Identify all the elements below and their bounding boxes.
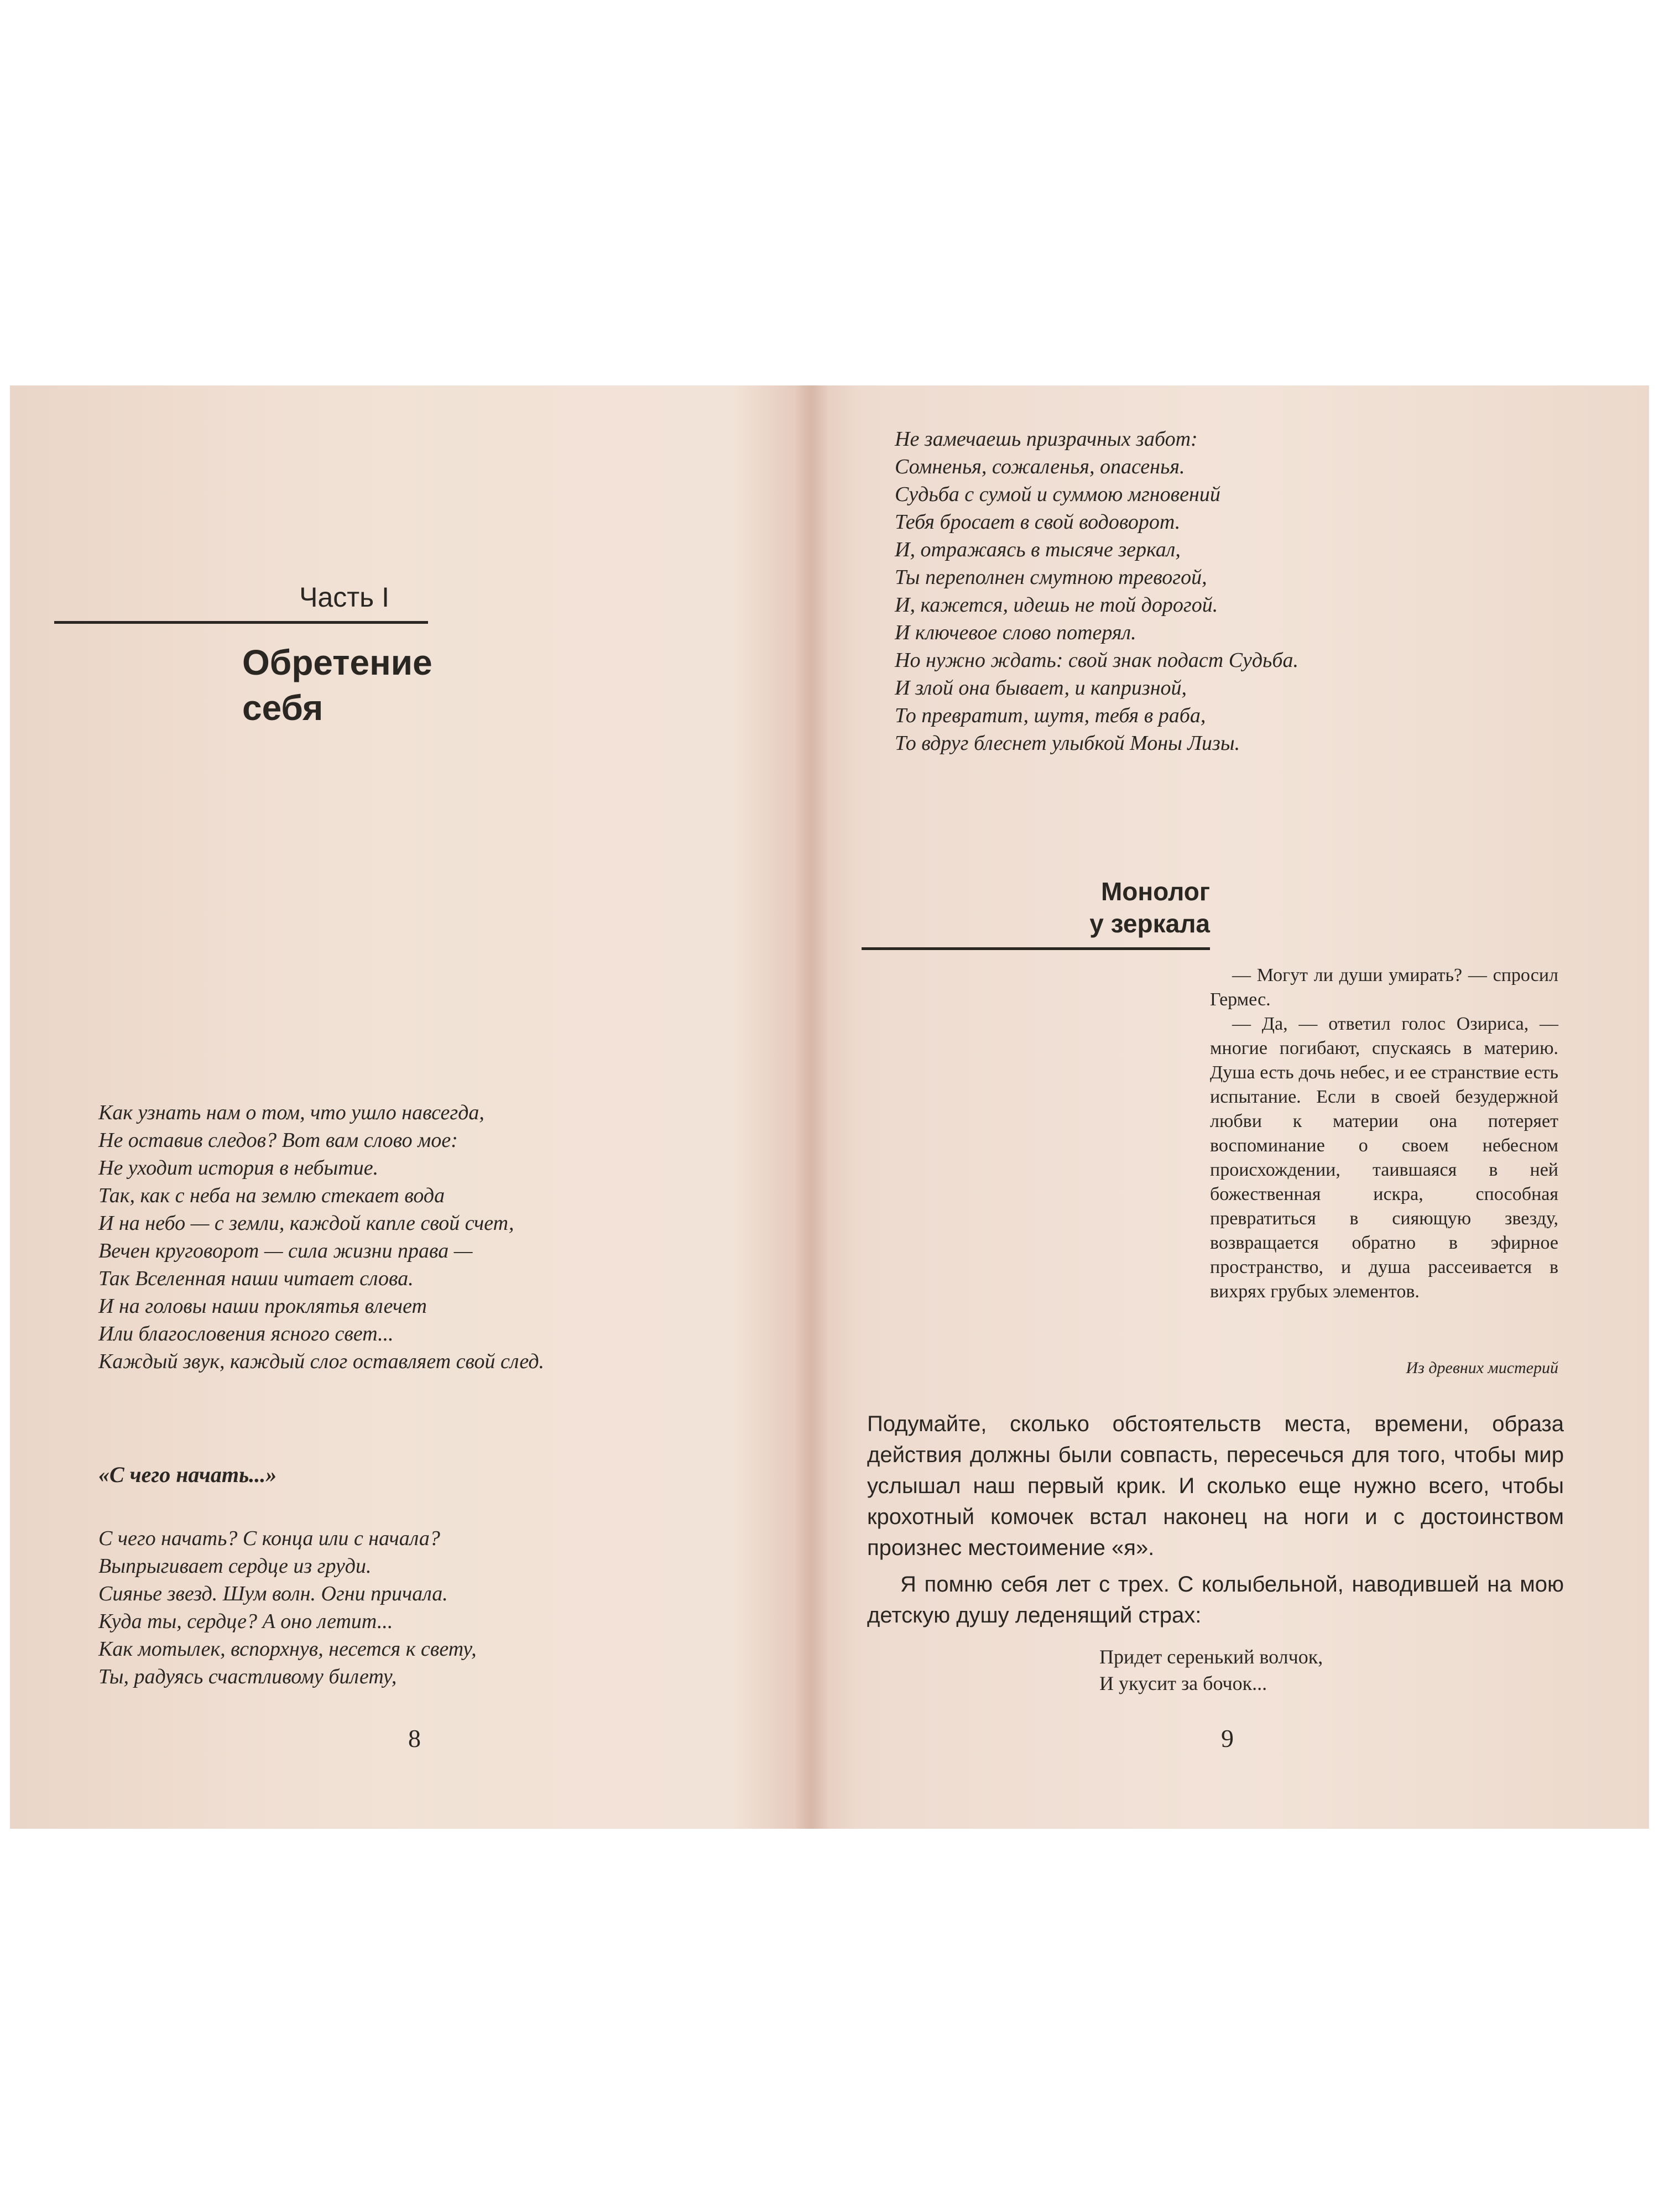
- prose-paragraph: Подумайте, сколько обстоятельств места, времени, образа действия должны были совпасть, пересечься для того, чтобы мир услышал наш первый крик. И сколько еще нужно всего, чтобы крохотный комочек встал наконец на ноги и с достоинством произнес местоимение «я».: [867, 1412, 1564, 1560]
- verse-line: Ты, радуясь счастливому билету,: [98, 1665, 397, 1688]
- page-number: 8: [408, 1724, 421, 1752]
- epigraph-source: Из древних мистерий: [1406, 1359, 1558, 1377]
- left-page: [10, 385, 806, 1829]
- verse-line: Как узнать нам о том, что ушло навсегда,: [98, 1101, 484, 1124]
- poem-1: [98, 1099, 544, 1375]
- right-page: [828, 385, 1649, 1829]
- part-rule: [54, 621, 428, 624]
- verse-line: Судьба с сумой и суммою мгновений: [895, 483, 1220, 506]
- verse-line: И, отражаясь в тысяче зеркал,: [895, 538, 1181, 561]
- prose-paragraph: Я помню себя лет с трех. С колыбельной, наводившей на мою детскую душу леденящий страх:: [867, 1572, 1564, 1627]
- part-label: Часть I: [299, 582, 389, 613]
- verse-line: Так Вселенная наши читает слова.: [98, 1267, 414, 1290]
- verse-line: Не замечаешь призрачных забот:: [895, 427, 1198, 451]
- verse-line: И на головы наши проклятья влечет: [98, 1295, 427, 1318]
- epigraph: [1210, 963, 1558, 1304]
- section-title: [862, 875, 1210, 940]
- section-title-line: у зеркала: [1089, 909, 1210, 938]
- verse-line: И на небо — с земли, каждой капле свой счет,: [98, 1212, 514, 1235]
- poem-continuation: [895, 425, 1298, 757]
- verse-line: Ты переполнен смутною тревогой,: [895, 566, 1207, 589]
- verse-line: Вечен круговорот — сила жизни права —: [98, 1239, 473, 1262]
- section-rule: [862, 947, 1210, 950]
- lullaby-line: Придет серенький волчок,: [1099, 1646, 1323, 1668]
- poem-2-title: «С чего начать...»: [98, 1462, 277, 1487]
- verse-line: Или благословения ясного свет...: [98, 1322, 394, 1345]
- book-spread: [10, 385, 1649, 1829]
- section-title-line: Монолог: [1100, 877, 1210, 906]
- verse-line: Куда ты, сердце? А оно летит...: [98, 1610, 393, 1633]
- chapter-title: [242, 640, 432, 731]
- prose: [867, 1408, 1564, 1631]
- chapter-title-line: себя: [242, 688, 324, 728]
- verse-line: И, кажется, идешь не той дорогой.: [895, 593, 1218, 617]
- page-number: 9: [1221, 1724, 1234, 1752]
- verse-line: Тебя бросает в свой водоворот.: [895, 510, 1181, 534]
- verse-line: Не оставив следов? Вот вам слово мое:: [98, 1129, 458, 1152]
- epigraph-paragraph: — Да, — ответил голос Озириса, — многие погибают, спускаясь в материю. Душа есть дочь небес, и ее странствие есть испытание. Если в своей безудержной любви к материи она потеряет воспоминание о своем небесном происхождении, таившаяся в ней божественная искра, способная превратиться в сияющую звезду, возвращается обратно в эфирное пространство, и душа рассеивается в вихрях грубых элементов.: [1210, 1014, 1558, 1302]
- verse-line: Каждый звук, каждый слог оставляет свой след.: [98, 1350, 545, 1373]
- verse-line: С чего начать? С конца или с начала?: [98, 1527, 440, 1550]
- verse-line: То вдруг блеснет улыбкой Моны Лизы.: [895, 732, 1240, 755]
- chapter-title-line: Обретение: [242, 643, 432, 682]
- verse-line: И ключевое слово потерял.: [895, 621, 1136, 644]
- verse-line: Не уходит история в небытие.: [98, 1156, 379, 1180]
- lullaby-line: И укусит за бочок...: [1099, 1672, 1267, 1694]
- verse-line: Но нужно ждать: свой знак подаст Судьба.: [895, 649, 1298, 672]
- verse-line: Выпрыгивает сердце из груди.: [98, 1554, 372, 1578]
- lullaby-quote: [1099, 1644, 1323, 1697]
- verse-line: Сомненья, сожаленья, опасенья.: [895, 455, 1185, 478]
- verse-line: Сиянье звезд. Шум волн. Огни причала.: [98, 1582, 448, 1605]
- verse-line: Так, как с неба на землю стекает вода: [98, 1184, 445, 1207]
- verse-line: Как мотылек, вспорхнув, несется к свету,: [98, 1637, 477, 1661]
- verse-line: То превратит, шутя, тебя в раба,: [895, 704, 1206, 727]
- verse-line: И злой она бывает, и капризной,: [895, 676, 1187, 700]
- poem-2: [98, 1525, 477, 1691]
- epigraph-paragraph: — Могут ли души умирать? — спросил Гермес.: [1210, 965, 1558, 1010]
